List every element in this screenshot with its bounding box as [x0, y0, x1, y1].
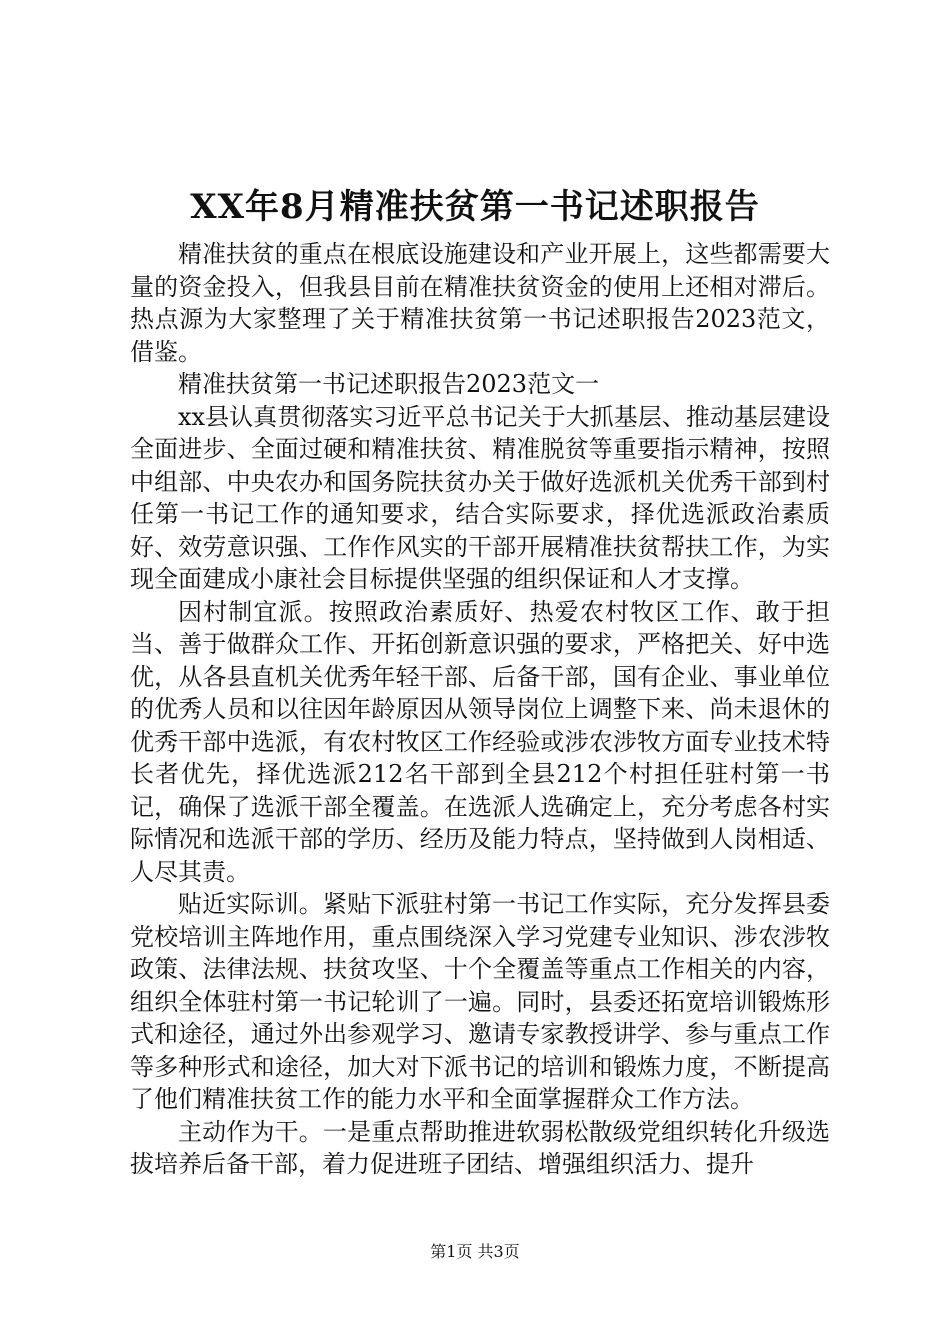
paragraph-action: 主动作为干。一是重点帮助推进软弱松散级党组织转化升级选拔培养后备干部，着力促进班子团结、增强组织活力、提升	[130, 1117, 830, 1178]
paragraph-overview: xx县认真贯彻落实习近平总书记关于大抓基层、推动基层建设全面进步、全面过硬和精准扶贫、精准脱贫等重要指示精神，按照中组部、中央农办和国务院扶贫办关于做好选派机关优秀干部到村任第一书记工作的通知要求，结合实际要求，择优选派政治素质好、效劳意识强、工作作风实的干部开展精准扶贫帮扶工作，为实现全面建成小康社会目标提供坚强的组织保证和人才支撑。	[130, 402, 830, 593]
paragraph-intro: 精准扶贫的重点在根底设施建设和产业开展上，这些都需要大量的资金投入，但我县目前在精准扶贫资金的使用上还相对滞后。热点源为大家整理了关于精准扶贫第一书记述职报告2023范文，借鉴。	[130, 240, 830, 366]
paragraph-subheading: 精准扶贫第一书记述职报告2023范文一	[178, 370, 600, 398]
paragraph-training: 贴近实际训。紧贴下派驻村第一书记工作实际，充分发挥县委党校培训主阵地作用，重点围绕深入学习党建专业知识、涉农涉牧政策、法律法规、扶贫攻坚、十个全覆盖等重点工作相关的内容，组织全体驻村第一书记轮训了一遍。同时，县委还拓宽培训锻炼形式和途径，通过外出参观学习、邀请专家教授讲学、参与重点工作等多种形式和途径，加大对下派书记的培训和锻炼力度，不断提高了他们精准扶贫工作的能力水平和全面掌握群众工作方法。	[130, 890, 830, 1113]
page-footer: 第1页 共3页	[430, 1242, 520, 1261]
document-body	[130, 238, 830, 1181]
document-title: XX年8月精准扶贫第一书记述职报告	[190, 187, 760, 227]
paragraph-selection: 因村制宜派。按照政治素质好、热爱农村牧区工作、敢于担当、善于做群众工作、开拓创新意识强的要求，严格把关、好中选优，从各县直机关优秀年轻干部、后备干部，国有企业、事业单位的优秀人员和以往因年龄原因从领导岗位上调整下来、尚未退休的优秀干部中选派，有农村牧区工作经验或涉农涉牧方面专业技术特长者优先，择优选派212名干部到全县212个村担任驻村第一书记，确保了选派干部全覆盖。在选派人选确定上，充分考虑各村实际情况和选派干部的学历、经历及能力特点，坚持做到人岗相适、人尽其责。	[130, 597, 830, 886]
